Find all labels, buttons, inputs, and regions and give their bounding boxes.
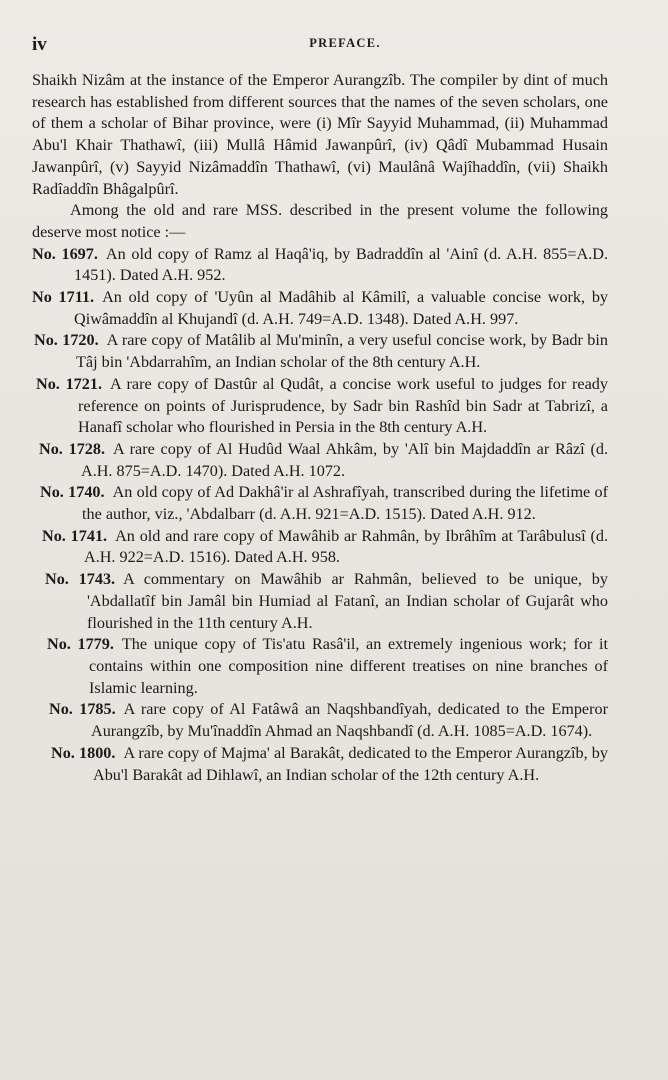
entry-description: A rare copy of Matâlib al Mu'minîn, a very useful concise work, by Badr bin Tâj bin 'Abdarrahîm, an Indian scholar of the 8th century A.H. [76,331,608,372]
entry-description: An old copy of Ad Dakhâ'ir al Ashrafîyah, transcribed during the lifetime of the author, viz., 'Abdalbarr (d. A.H. 921=A.D. 1515). Dated A.H. 912. [82,483,609,524]
manuscript-entry [32,287,608,330]
entry-number: No. 1697. [32,244,98,263]
entry-number: No. 1779. [47,635,114,654]
entry-description: A commentary on Mawâhib ar Rahmân, believed to be unique, by 'Abdallatîf bin Jamâl bin Humiad al Fatanî, an Indian scholar of Gujarât who flourished in the 11th century A.H. [87,570,608,632]
entry-description: A rare copy of Dastûr al Qudât, a concise work useful to judges for ready reference on points of Jurisprudence, by Sadr bin Rashîd bin Sadr at Tabrizî, a Hanafî scholar who flourished in Persia in the 8th century A.H. [78,374,608,437]
manuscript-entry [32,244,608,287]
entry-description: An old and rare copy of Mawâhib ar Rahmân, by Ibrâhîm at Tarâbulusî (d. A.H. 922=A.D. 1516). Dated A.H. 958. [84,526,608,567]
manuscript-entry [32,330,608,373]
manuscript-entry [32,482,608,525]
entry-description: A rare copy of Al Fatâwâ an Naqshbandîyah, dedicated to the Emperor Aurangzîb, by Mu'înaddîn Ahmad an Naqshbandî (d. A.H. 1085=A.D. 1674). [91,700,608,741]
entry-description: The unique copy of Tis'atu Rasâ'il, an extremely ingenious work; for it contains within one composition nine different treatises on nine branches of Islamic learning. [89,635,608,697]
manuscript-list [32,244,608,787]
manuscript-entry [32,569,608,634]
running-head [32,34,638,58]
manuscript-entry [32,634,608,699]
manuscript-entry [32,743,608,786]
entry-description: An old copy of Ramz al Haqâ'iq, by Badraddîn al 'Ainî (d. A.H. 855=A.D. 1451). Dated A.H. 952. [74,244,608,285]
entry-number: No. 1785. [49,700,116,719]
manuscript-entry [32,699,608,742]
entry-description: An old copy of 'Uyûn al Madâhib al Kâmilî, a valuable concise work, by Qiwâmaddîn al Khujandî (d. A.H. 749=A.D. 1348). Dated A.H. 997. [74,288,608,328]
entry-number: No. 1743. [45,570,116,589]
entry-description: A rare copy of Majma' al Barakât, dedicated to the Emperor Aurangzîb, by Abu'l Barakât ad Dihlawî, an Indian scholar of the 12th century A.H. [93,743,608,784]
entry-number: No 1711. [32,288,95,307]
entry-number: No. 1740. [40,483,105,502]
entry-description: A rare copy of Al Hudûd Waal Ahkâm, by 'Alî bin Majdaddîn ar Râzî (d. A.H. 875=A.D. 1470). Dated A.H. 1072. [81,439,608,480]
entry-number: No. 1720. [34,331,99,350]
intro-paragraph: Shaikh Nizâm at the instance of the Emperor Aurangzîb. The compiler by dint of much research has established from different sources that the names of the seven scholars, one of them a scholar of Bihar province, were (i) Mîr Sayyid Muhammad, (ii) Muhammad Abu'l Khair Thathawî, (iii) Mullâ Hâmid Jawanpûrî, (iv) Qâdî Mubammad Husain Jawanpûrî, (v) Sayyid Nizâmaddîn Thathawî, (vi) Maulânâ Wajîhaddîn, (vii) Shaikh Radîaddîn Bhâgalpûrî. [32,71,608,198]
manuscript-entry [32,374,608,439]
manuscript-entry [32,526,608,569]
intro-paragraph-2: Among the old and rare MSS. described in the present volume the following deserve most notice :— [32,201,608,241]
page-body [32,70,608,786]
entry-number: No. 1800. [51,743,116,762]
entry-number: No. 1721. [36,374,102,393]
entry-number: No. 1728. [39,439,106,458]
manuscript-entry [32,439,608,482]
entry-number: No. 1741. [42,526,108,545]
running-title: PREFACE. [309,36,381,50]
page-number: iv [32,34,47,55]
